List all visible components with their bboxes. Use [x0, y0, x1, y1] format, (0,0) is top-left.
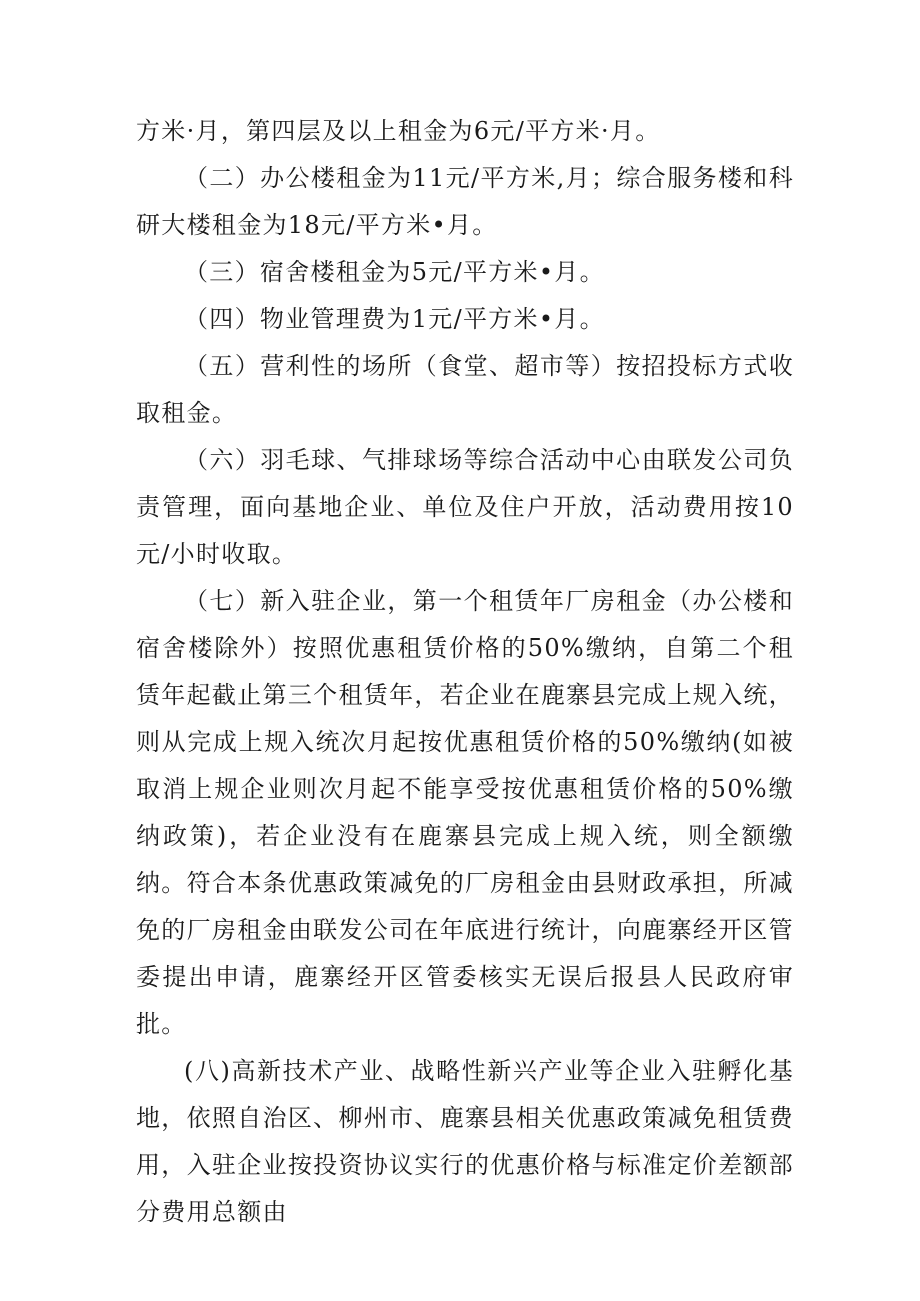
- paragraph-continuation: 方米·月，第四层及以上租金为6元/平方米·月。: [136, 117, 661, 145]
- paragraph-commercial-venues: （五）营利性的场所（食堂、超市等）按招投标方式收取租金。: [136, 352, 794, 427]
- paragraph-office-rent: （二）办公楼租金为11元/平方米,月；综合服务楼和科研大楼租金为18元/平方米•月。: [136, 164, 794, 239]
- paragraph-high-tech: (八)高新技术产业、战略性新兴产业等企业入驻孵化基地，依照自治区、柳州市、鹿寨县相关优惠政策减免租赁费用，入驻企业按投资协议实行的优惠价格与标准定价差额部分费用总额由: [136, 1057, 794, 1226]
- paragraph-dormitory-rent: （三）宿舍楼租金为5元/平方米•月。: [184, 258, 605, 286]
- paragraph-new-enterprises: （七）新入驻企业，第一个租赁年厂房租金（办公楼和宿舍楼除外）按照优惠租赁价格的50%缴纳，自第二个租赁年起截止第三个租赁年，若企业在鹿寨县完成上规入统，则从完成上规入统次月起按优惠租赁价格的50%缴纳(如被取消上规企业则次月起不能享受按优惠租赁价格的50%缴纳政策)，若企业没有在鹿寨县完成上规入统，则全额缴纳。符合本条优惠政策减免的厂房租金由县财政承担，所减免的厂房租金由联发公司在年底进行统计，向鹿寨经开区管委提出申请，鹿寨经开区管委核实无误后报县人民政府审批。: [136, 587, 794, 1038]
- document-body: [136, 108, 794, 1236]
- paragraph-property-fee: （四）物业管理费为1元/平方米•月。: [184, 305, 605, 333]
- paragraph-activity-center: （六）羽毛球、气排球场等综合活动中心由联发公司负责管理，面向基地企业、单位及住户开放，活动费用按10元/小时收取。: [136, 446, 794, 568]
